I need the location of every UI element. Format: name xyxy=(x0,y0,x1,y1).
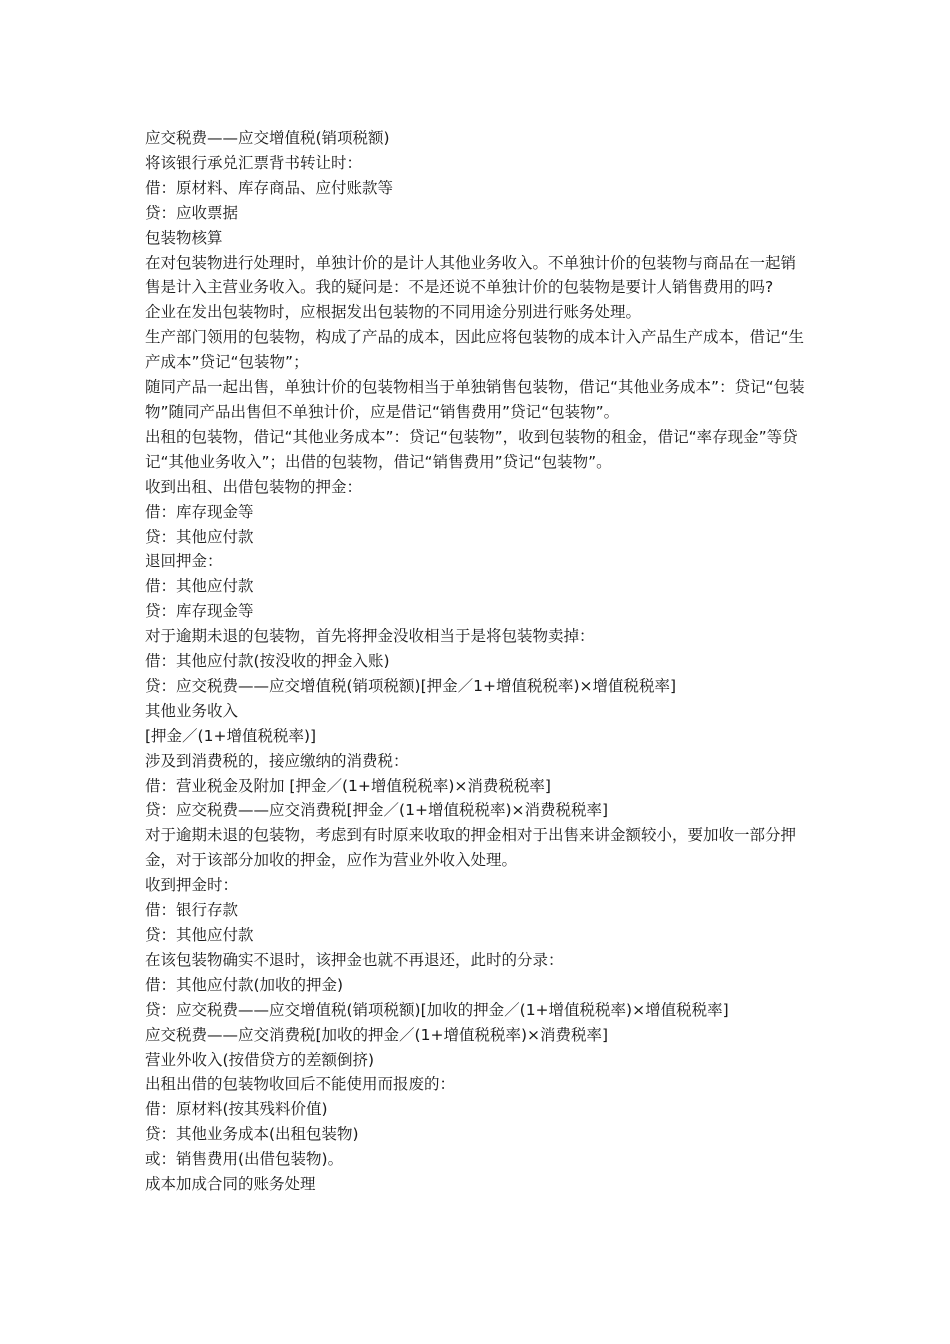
paragraph: 随同产品一起出售，单独计价的包装物相当于单独销售包装物，借记“其他业务成本”：贷记“包装物”随同产品出售但不单独计价，应是借记“销售费用”贷记“包装物”。 xyxy=(145,378,805,421)
paragraph: 借：原材料(按其残料价值) xyxy=(145,1100,328,1119)
paragraph: 应交税费——应交消费税[加收的押金／(1+增值税税率)×消费税率] xyxy=(145,1025,609,1044)
paragraph: 或：销售费用(出借包装物)。 xyxy=(145,1150,344,1169)
paragraph: [押金／(1+增值税税率)] xyxy=(145,726,317,745)
paragraph: 借：库存现金等 xyxy=(145,502,254,521)
paragraph: 借：其他应付款(按没收的押金入账) xyxy=(145,652,390,671)
paragraph: 生产部门领用的包装物，构成了产品的成本，因此应将包装物的成本计入产品生产成本，借记“生产成本”贷记“包装物”； xyxy=(145,328,805,372)
paragraph: 借：营业税金及附加 [押金／(1+增值税税率)×消费税税率] xyxy=(145,776,551,795)
paragraph: 收到出租、出借包装物的押金： xyxy=(145,477,363,496)
paragraph: 企业在发出包装物时，应根据发出包装物的不同用途分别进行账务处理。 xyxy=(145,303,642,322)
paragraph: 出租出借的包装物收回后不能使用而报废的： xyxy=(145,1075,456,1094)
paragraph: 贷：应交税费——应交增值税(销项税额)[加收的押金／(1+增值税税率)×增值税税率] xyxy=(145,1000,729,1019)
paragraph: 贷：其他应付款 xyxy=(145,926,254,944)
paragraph: 贷：应交税费——应交增值税(销项税额)[押金／1+增值税税率)×增值税税率] xyxy=(145,676,677,695)
paragraph: 对于逾期未退的包装物，首先将押金没收相当于是将包装物卖掉： xyxy=(145,627,595,646)
paragraph: 涉及到消费税的，接应缴纳的消费税： xyxy=(145,751,409,770)
paragraph: 借：其他应付款 xyxy=(145,577,254,596)
paragraph: 借：银行存款 xyxy=(145,901,239,920)
paragraph: 退回押金： xyxy=(145,552,223,571)
section-heading: 成本加成合同的账务处理 xyxy=(145,1175,316,1194)
paragraph: 贷：其他业务成本(出租包装物) xyxy=(145,1125,359,1144)
paragraph: 出租的包装物，借记“其他业务成本”：贷记“包装物”，收到包装物的租金，借记“率存现金”等贷记“其他业务收入”；出借的包装物，借记“销售费用”贷记“包装物”。 xyxy=(145,427,798,471)
paragraph: 在该包装物确实不退时，该押金也就不再退还，此时的分录： xyxy=(145,950,564,969)
paragraph: 贷：其他应付款 xyxy=(145,527,254,546)
section-heading: 包装物核算 xyxy=(145,228,223,247)
paragraph: 将该银行承兑汇票背书转让时： xyxy=(145,153,363,172)
paragraph: 营业外收入(按借贷方的差额倒挤) xyxy=(145,1050,375,1069)
paragraph: 贷：应收票据 xyxy=(145,203,239,222)
paragraph: 借：原材料、库存商品、应付账款等 xyxy=(145,178,394,197)
paragraph: 其他业务收入 xyxy=(145,701,239,720)
paragraph: 贷：应交税费——应交消费税[押金／(1+增值税税率)×消费税税率] xyxy=(145,801,609,820)
paragraph: 应交税费——应交增值税(销项税额) xyxy=(145,129,390,147)
paragraph: 对于逾期未退的包装物，考虑到有时原来收取的押金相对于出售来讲金额较小，要加收一部分押金，对于该部分加收的押金，应作为营业外收入处理。 xyxy=(145,826,797,870)
document-body xyxy=(145,126,805,1197)
paragraph: 在对包装物进行处理时，单独计价的是计人其他业务收入。不单独计价的包装物与商品在一起销售是计入主营业务收入。我的疑问是：不是还说不单独计价的包装物是要计人销售费用的吗? xyxy=(145,253,797,297)
paragraph: 贷：库存现金等 xyxy=(145,602,254,621)
paragraph: 收到押金时： xyxy=(145,876,239,895)
paragraph: 借：其他应付款(加收的押金) xyxy=(145,975,344,994)
